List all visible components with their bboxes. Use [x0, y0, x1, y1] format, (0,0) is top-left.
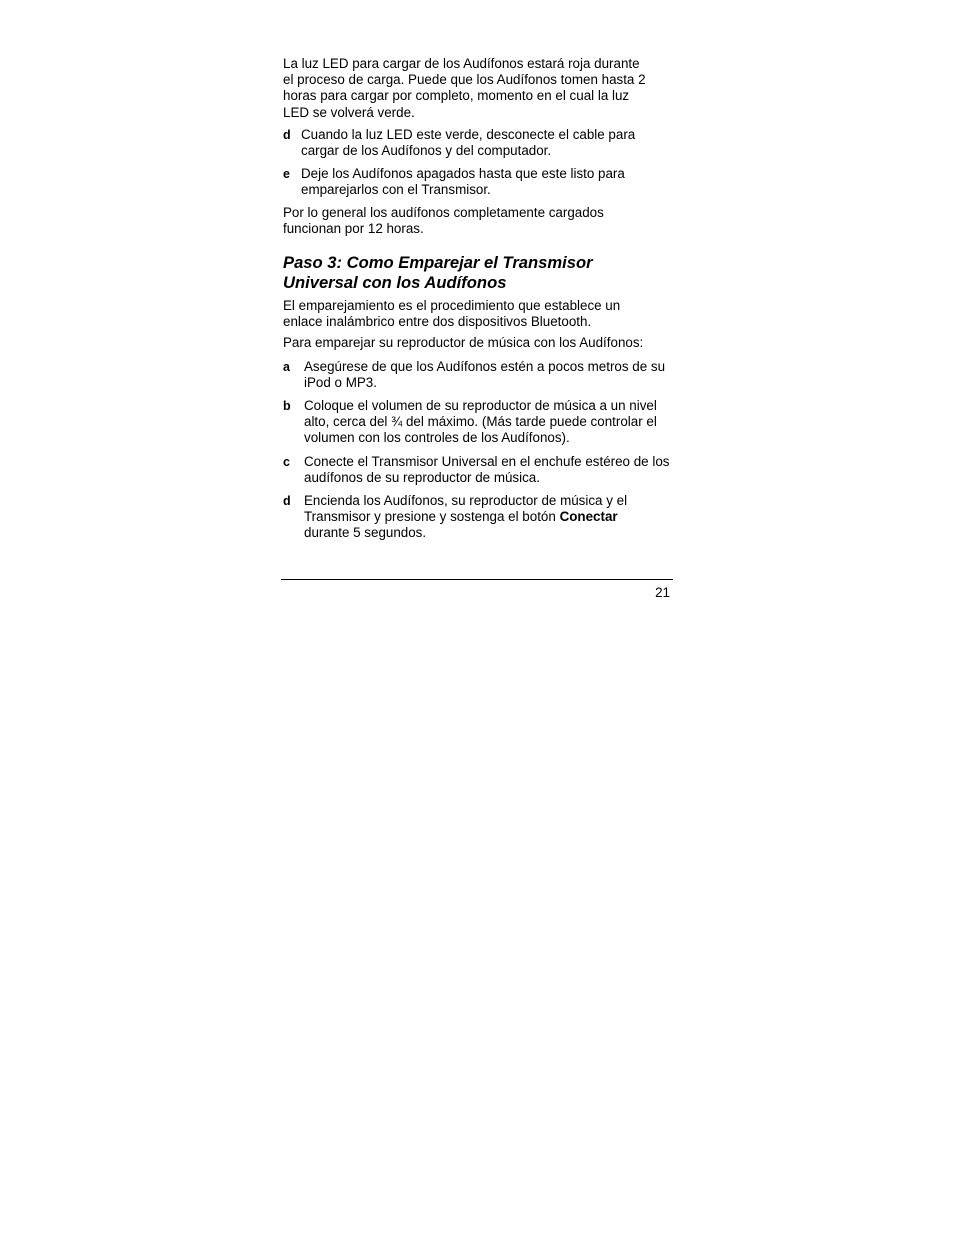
pairing-definition: El emparejamiento es el procedimiento que establece un enlace inalámbrico entre dos dispositivos Bluetooth.: [283, 298, 621, 330]
section-heading: [283, 253, 675, 292]
footer-rule: [281, 579, 673, 580]
step-text-before: Encienda los Audífonos, su reproductor de música y el Transmisor y presione y sostenga el botón: [304, 493, 628, 525]
step-text: [304, 493, 666, 542]
step-marker: e: [283, 167, 290, 182]
pairing-step-a: [283, 359, 675, 391]
step-text: Coloque el volumen de su reproductor de música a un nivel alto, cerca del ¾ del máximo. (Más tarde puede controlar el volumen con los controles de los Audífonos).: [304, 398, 657, 446]
connect-button-name: Conectar: [559, 509, 618, 525]
section-heading-line-1: Paso 3: Como Emparejar el Transmisor: [283, 253, 593, 273]
step-marker: a: [283, 359, 290, 374]
step-text-after: durante 5 segundos.: [304, 525, 427, 541]
charging-step-d: [283, 127, 675, 159]
manual-page-content: [283, 56, 675, 542]
step-marker: d: [283, 127, 291, 142]
step-text: Conecte el Transmisor Universal en el enchufe estéreo de los audífonos de su reproductor de música.: [304, 453, 670, 485]
led-charging-paragraph: La luz LED para cargar de los Audífonos estará roja durante el proceso de carga. Puede que los Audífonos tomen hasta 2 horas para cargar por completo, momento en el cual la luz LED se volverá verde.: [283, 56, 646, 120]
step-marker: c: [283, 454, 290, 469]
charging-step-e: [283, 166, 675, 198]
pairing-step-b: [283, 398, 675, 447]
step-text: Cuando la luz LED este verde, desconecte el cable para cargar de los Audífonos y del computador.: [301, 126, 636, 159]
step-text: Asegúrese de que los Audífonos estén a pocos metros de su iPod o MP3.: [304, 358, 666, 390]
pairing-step-d: [283, 493, 675, 542]
pairing-step-c: [283, 454, 675, 486]
step-text: Deje los Audífonos apagados hasta que este listo para emparejarlos con el Transmisor.: [301, 166, 625, 198]
pairing-lead-in: Para emparejar su reproductor de música con los Audífonos:: [283, 335, 644, 351]
battery-life-note: Por lo general los audífonos completamente cargados funcionan por 12 horas.: [283, 204, 604, 236]
section-heading-line-2: Universal con los Audífonos: [283, 272, 507, 292]
page-number: 21: [655, 585, 670, 600]
step-marker: d: [283, 494, 291, 509]
step-marker: b: [283, 399, 291, 414]
